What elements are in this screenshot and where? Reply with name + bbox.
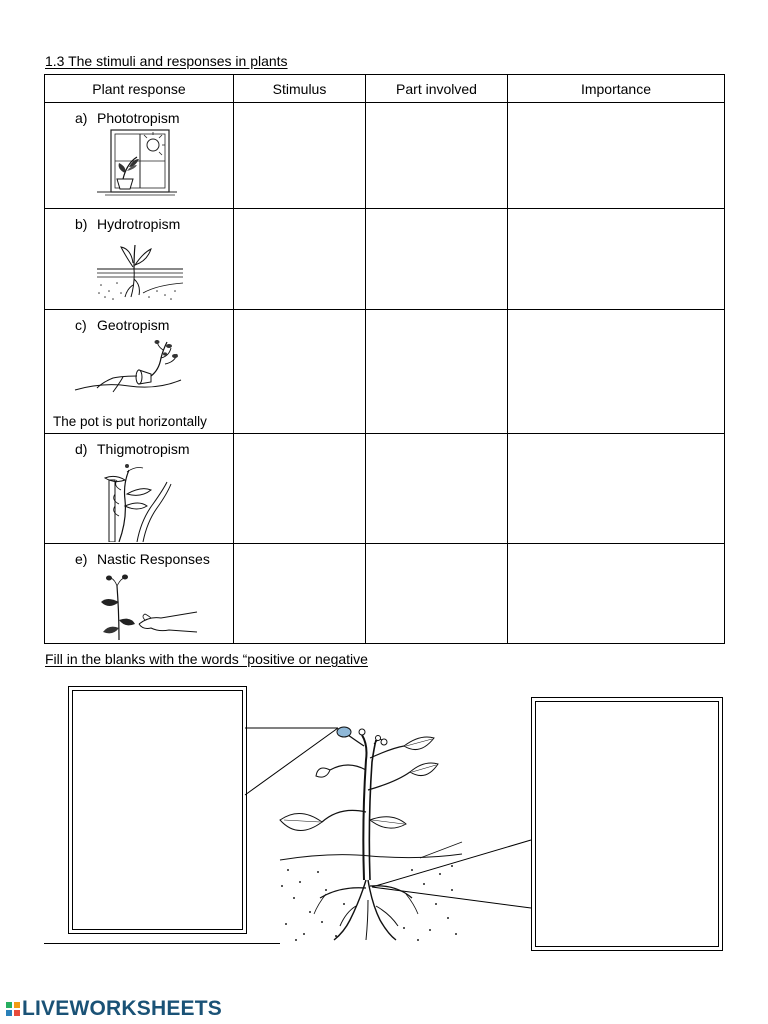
left-answer-box-inner xyxy=(72,690,243,930)
liveworksheets-footer[interactable] xyxy=(6,997,222,1021)
climbing-plant-icon xyxy=(97,460,193,542)
footer-brand: LIVEWORKSHEETS xyxy=(22,997,222,1020)
table-row xyxy=(45,310,725,434)
importance-cell[interactable] xyxy=(508,434,725,544)
response-label: e) Nastic Responses xyxy=(75,551,210,567)
response-label: c) Geotropism xyxy=(75,317,170,333)
fill-in-instruction: Fill in the blanks with the words “positive or negative xyxy=(45,651,368,667)
geotropism-caption: The pot is put horizontally xyxy=(53,414,207,429)
importance-cell[interactable] xyxy=(508,310,725,434)
table-row xyxy=(45,544,725,644)
right-answer-box-inner xyxy=(535,701,719,947)
importance-cell[interactable] xyxy=(508,544,725,644)
response-cell-hydrotropism xyxy=(45,209,234,310)
part-involved-cell[interactable] xyxy=(366,434,508,544)
response-label: d) Thigmotropism xyxy=(75,441,190,457)
part-involved-cell[interactable] xyxy=(366,103,508,209)
response-label: a) Phototropism xyxy=(75,110,180,126)
response-cell-phototropism xyxy=(45,103,234,209)
horizontal-pot-icon xyxy=(73,336,185,400)
window-plant-icon xyxy=(97,129,177,199)
response-cell-nastic-responses xyxy=(45,544,234,644)
response-cell-geotropism xyxy=(45,310,234,434)
part-involved-cell[interactable] xyxy=(366,209,508,310)
part-involved-cell[interactable] xyxy=(366,310,508,434)
stimulus-cell[interactable] xyxy=(234,103,366,209)
response-cell-thigmotropism xyxy=(45,434,234,544)
table-header-row xyxy=(45,75,725,103)
stimuli-table xyxy=(44,74,725,644)
table-row xyxy=(45,434,725,544)
header-part-involved: Part involved xyxy=(366,75,508,103)
left-answer-box[interactable] xyxy=(68,686,247,934)
importance-cell[interactable] xyxy=(508,103,725,209)
touch-plant-icon xyxy=(95,572,199,642)
header-importance: Importance xyxy=(508,75,725,103)
part-involved-cell[interactable] xyxy=(366,544,508,644)
right-answer-box[interactable] xyxy=(531,697,723,951)
section-title: 1.3 The stimuli and responses in plants xyxy=(45,53,288,69)
liveworksheets-logo-icon xyxy=(6,1002,20,1016)
table-row xyxy=(45,209,725,310)
header-plant-response: Plant response xyxy=(45,75,234,103)
stimulus-cell[interactable] xyxy=(234,310,366,434)
header-stimulus: Stimulus xyxy=(234,75,366,103)
seedling-water-icon xyxy=(95,235,185,303)
table-row xyxy=(45,103,725,209)
stimulus-cell[interactable] xyxy=(234,544,366,644)
stimulus-cell[interactable] xyxy=(234,434,366,544)
stimulus-cell[interactable] xyxy=(234,209,366,310)
answer-blank-line[interactable] xyxy=(44,943,280,944)
importance-cell[interactable] xyxy=(508,209,725,310)
response-label: b) Hydrotropism xyxy=(75,216,181,232)
